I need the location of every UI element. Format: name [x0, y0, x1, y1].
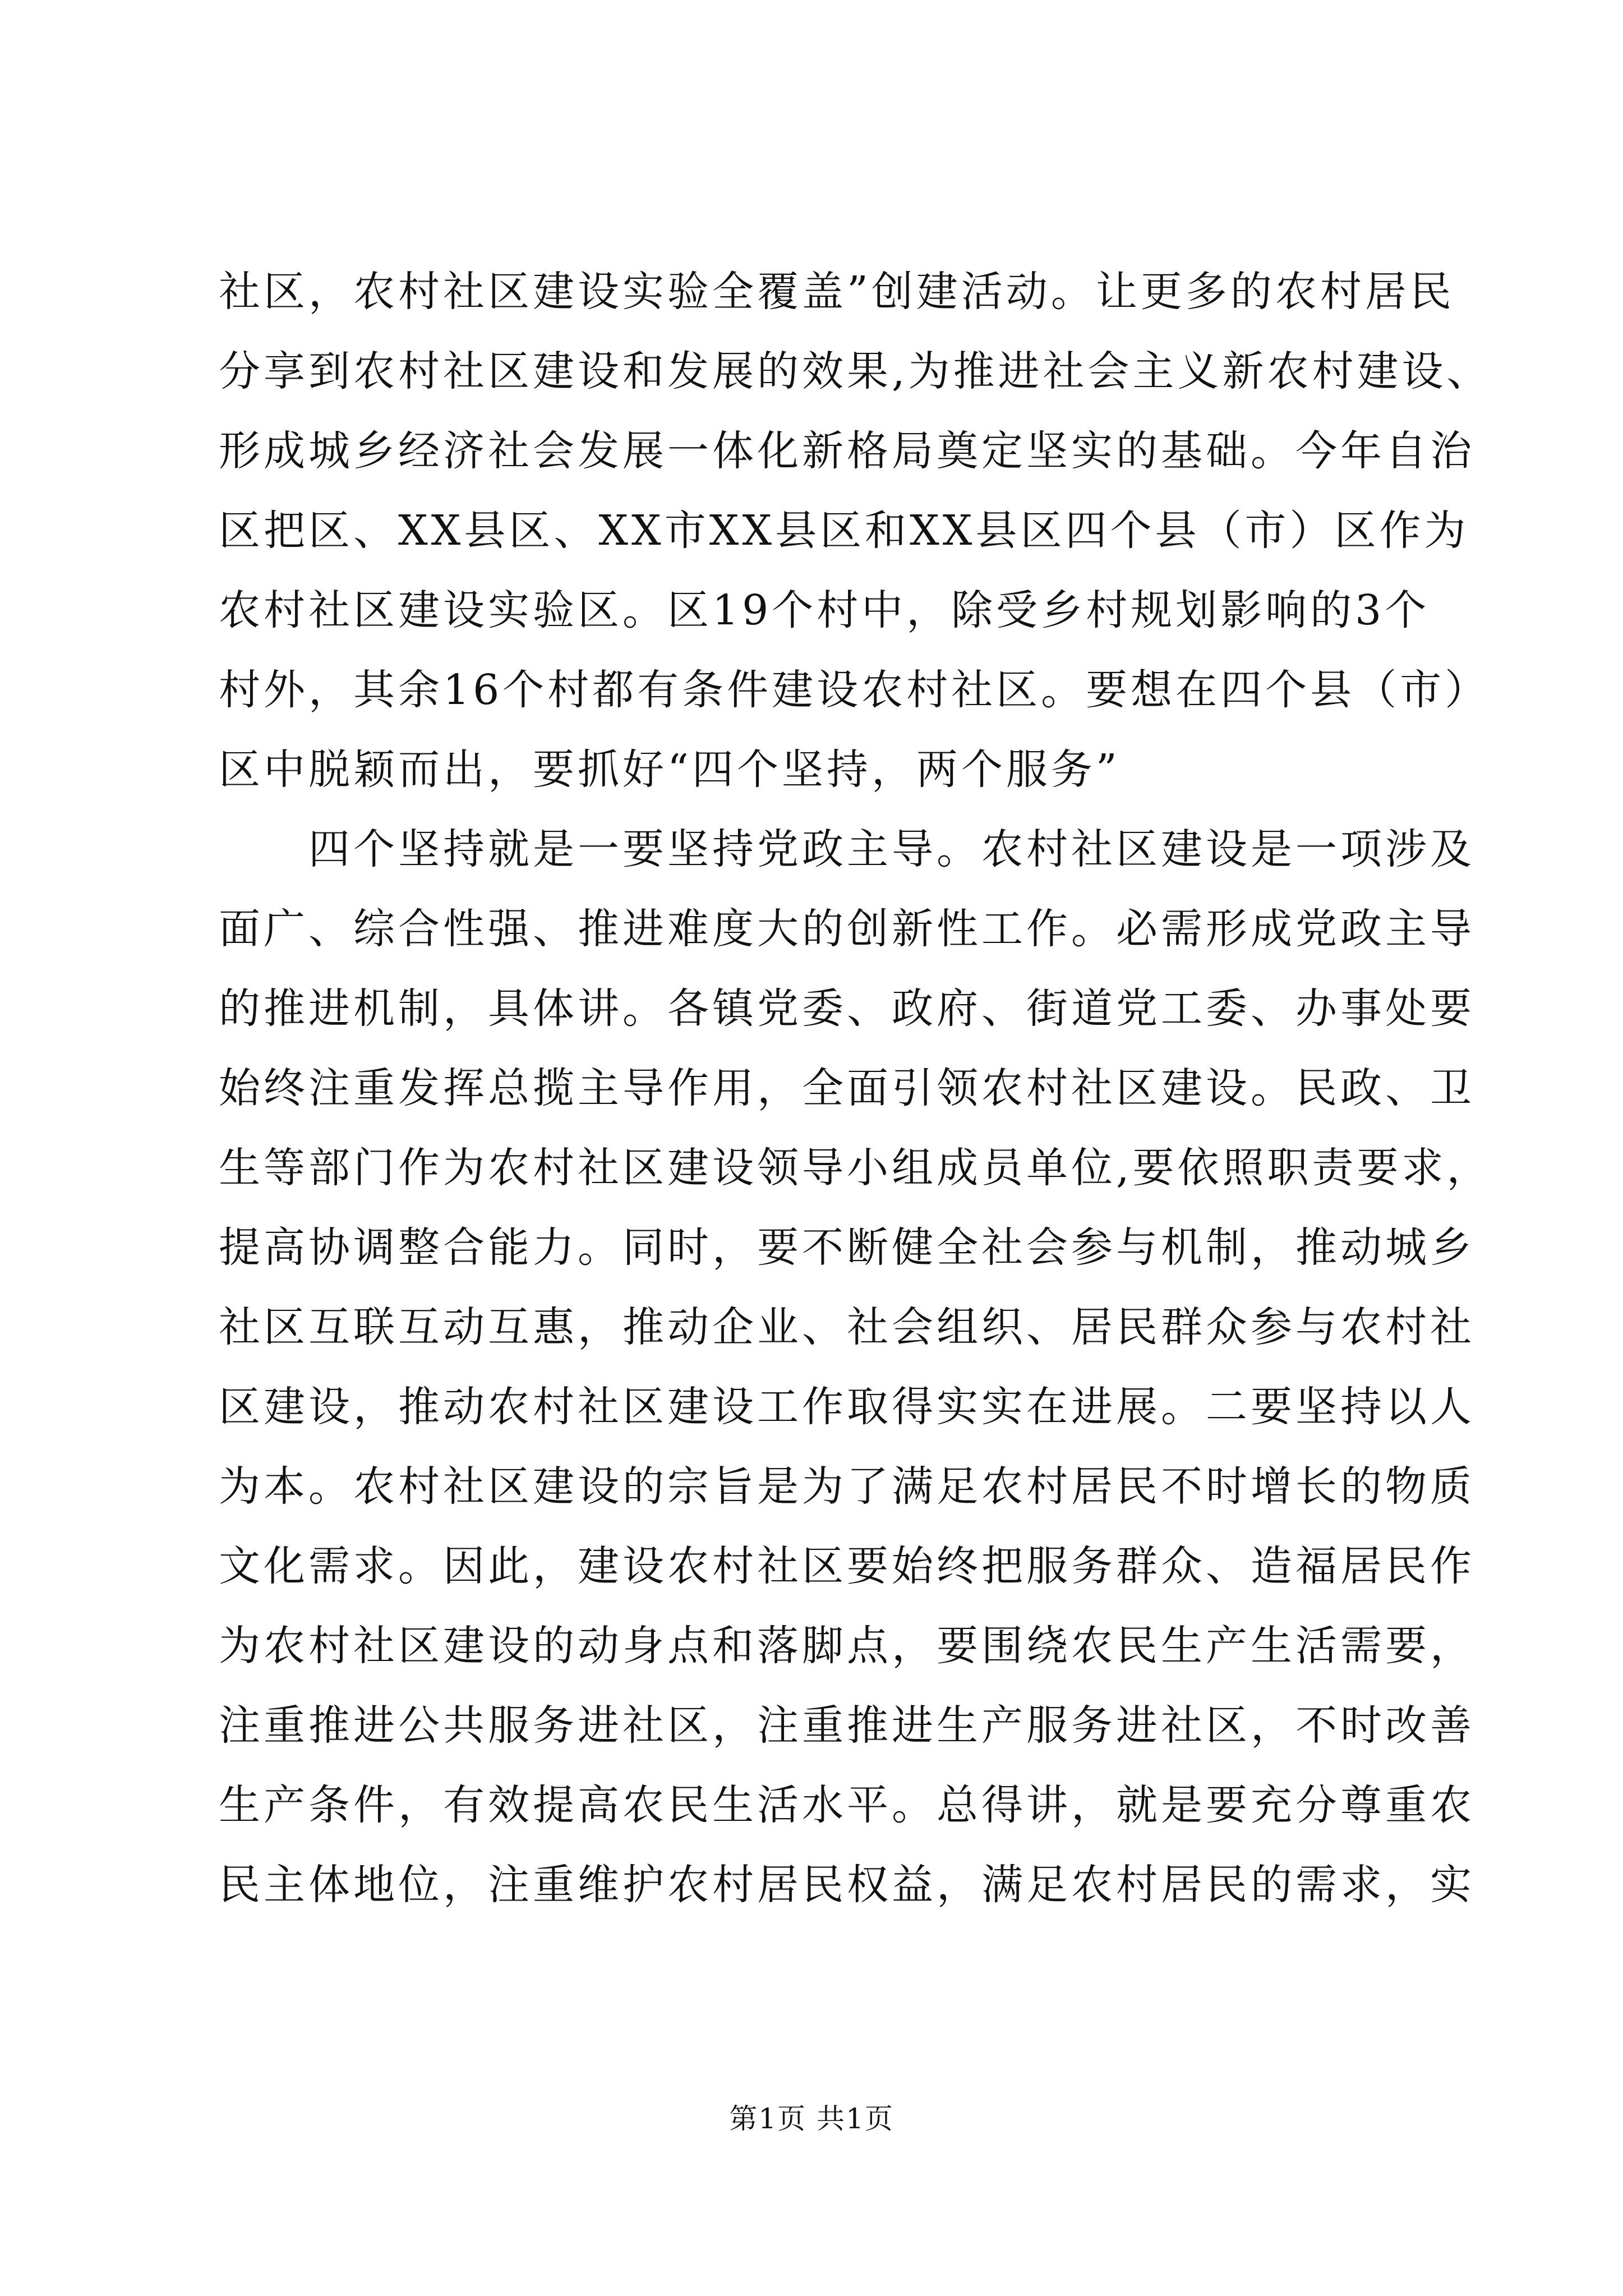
text-line: 区中脱颖而出，要抓好“四个坚持，两个服务” [219, 746, 1121, 794]
text-line: 区建设，推动农村社区建设工作取得实实在进展。二要坚持以人 [219, 1383, 1475, 1431]
text-line: 文化需求。因此，建设农村社区要始终把服务群众、造福居民作 [219, 1542, 1475, 1590]
text-line: 注重推进公共服务进社区，注重推进生产服务进社区，不时改善 [219, 1701, 1475, 1750]
text-line: 形成城乡经济社会发展一体化新格局奠定坚实的基础。今年自治 [219, 427, 1475, 475]
text-line: 提高协调整合能力。同时，要不断健全社会参与机制，推动城乡 [219, 1223, 1475, 1272]
text-line: 社区，农村社区建设实验全覆盖”创建活动。让更多的农村居民 [219, 268, 1455, 316]
text-line: 始终注重发挥总揽主导作用，全面引领农村社区建设。民政、卫 [219, 1064, 1475, 1112]
text-line: 生产条件，有效提高农民生活水平。总得讲，就是要充分尊重农 [219, 1781, 1475, 1829]
text-line: 农村社区建设实验区。区19个村中，除受乡村规划影响的3个 [219, 586, 1430, 634]
text-line: 民主体地位，注重维护农村居民权益，满足农村居民的需求，实 [219, 1861, 1475, 1909]
text-line: 分享到农村社区建设和发展的效果,为推进社会主义新农村建设、 [219, 347, 1492, 395]
text-line: 区把区、XX县区、XX市XX县区和XX县区四个县（市）区作为 [219, 507, 1469, 555]
text-line: 生等部门作为农村社区建设领导小组成员单位,要依照职责要求， [219, 1144, 1492, 1192]
paragraph-first-line: 四个坚持就是一要坚持党政主导。农村社区建设是一项涉及 [308, 825, 1475, 873]
text-line: 的推进机制，具体讲。各镇党委、政府、街道党工委、办事处要 [219, 984, 1475, 1033]
text-line: 为本。农村社区建设的宗旨是为了满足农村居民不时增长的物质 [219, 1462, 1475, 1511]
text-line: 村外，其余16个村都有条件建设农村社区。要想在四个县（市） [219, 666, 1490, 714]
text-line: 社区互联互动互惠，推动企业、社会组织、居民群众参与农村社 [219, 1303, 1475, 1351]
text-line: 面广、综合性强、推进难度大的创新性工作。必需形成党政主导 [219, 905, 1475, 953]
text-line: 为农村社区建设的动身点和落脚点，要围绕农民生产生活需要， [219, 1622, 1475, 1670]
page-footer: 第1页 共1页 [729, 2102, 894, 2135]
